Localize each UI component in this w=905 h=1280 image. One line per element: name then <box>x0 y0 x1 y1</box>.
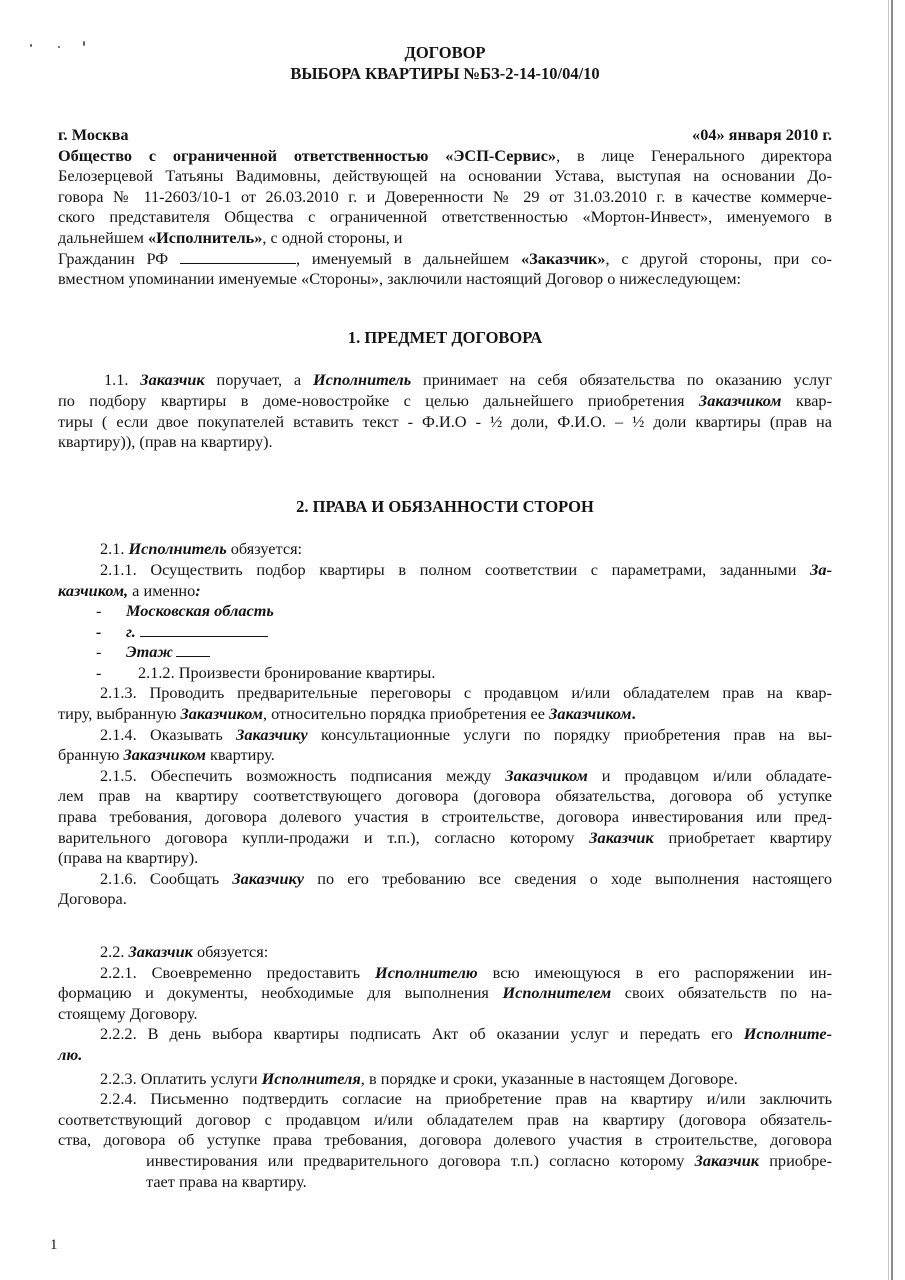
clause-text: квар- <box>781 390 832 410</box>
spacer <box>58 348 832 370</box>
clause-2-1-3-line-2 <box>58 704 832 725</box>
clause-text: : <box>195 580 201 600</box>
preamble-text: дальнейшем <box>58 227 148 247</box>
clause-2-2-4-line-1: 2.2.4. Письменно подтвердить согласие на приобретение прав на квартиру и/или заключить <box>100 1089 832 1109</box>
clause-text: . <box>631 704 636 724</box>
customer-term: Заказчик <box>140 370 205 390</box>
clause-2-2-4-line-4 <box>58 1151 832 1172</box>
executor-term: Исполнитель <box>313 370 412 390</box>
clause-text: бранную <box>58 745 124 765</box>
clause-text: консультационные услуги по порядку приобретения прав на вы- <box>307 724 832 744</box>
customer-term: Заказчику <box>232 868 305 888</box>
clause-text: 2.1.5. Обеспечить возможность подписания между <box>100 765 506 785</box>
clause-2-2-1-line-2 <box>58 983 832 1004</box>
company-name: Общество с ограниченной ответственностью «ЭСП-Сервис» <box>58 145 557 165</box>
clause-text: формацию и документы, необходимые для выполнения <box>58 983 503 1003</box>
list-item-field <box>126 622 268 643</box>
clause-text: , в порядке и сроки, указанные в настоящем Договоре. <box>360 1068 738 1088</box>
clause-text: всю имеющуюся в его распоряжении ин- <box>477 962 832 982</box>
clause-2-1-5-line-4 <box>58 828 832 849</box>
clause-1-1-line-4: квартиру)), (прав на квартиру). <box>58 432 273 452</box>
clause-2-1-3-line-1: 2.1.3. Проводить предварительные переговоры с продавцом и/или обладателем прав на квар- <box>100 683 832 703</box>
list-item-text: Этаж <box>126 642 173 662</box>
clause-text: тиру, выбранную <box>58 704 181 724</box>
customer-term: Заказчик <box>128 942 193 961</box>
customer-term: «Заказчик» <box>521 248 606 268</box>
clause-2-2-4-line-2: соответствующий договор с продавцом и/или обладателем прав на квартиру (договора обязатель- <box>58 1109 832 1129</box>
city: г. Москва <box>58 125 129 144</box>
executor-term: Исполнитель <box>128 539 227 559</box>
customer-term: Заказчику <box>236 724 308 744</box>
preamble-line-1 <box>58 146 832 167</box>
scan-edge-line-secondary <box>888 0 889 1280</box>
list-item <box>58 601 832 622</box>
preamble-text: , в лице Генерального директора <box>556 145 832 165</box>
clause-2-2-4-line-3: ства, договора об уступке права требования, договора долевого участия в строительстве, договора <box>58 1130 832 1150</box>
preamble-line-6 <box>58 249 832 270</box>
clause-text: обязуется: <box>226 539 303 559</box>
customer-term: Заказчик <box>694 1150 760 1170</box>
preamble-text: , с другой стороны, при со- <box>605 248 832 268</box>
list-item <box>58 663 832 684</box>
clause-2-1-5-line-1 <box>58 766 832 787</box>
preamble-text: , с одной стороны, и <box>262 227 403 247</box>
list-dash: - <box>96 642 102 662</box>
clause-text: 2.2.3. Оплатить услуги <box>100 1068 262 1088</box>
list-dash: - <box>96 621 102 641</box>
scan-speck <box>30 44 32 47</box>
clause-1-1-line-1 <box>58 370 832 391</box>
customer-term: Заказчиком <box>123 745 206 765</box>
clause-2-1-4-line-2 <box>58 745 832 766</box>
spacer <box>58 517 832 539</box>
list-item <box>58 642 832 663</box>
clause-text: принимает на себя обязательства по оказанию услуг <box>411 370 832 390</box>
clause-text: по подбору квартиры в доме-новостройке с целью дальнейшего приобретения <box>58 390 699 410</box>
floor-blank <box>176 642 210 657</box>
customer-term: За- <box>810 559 832 579</box>
preamble-line-4: ского представителя Общества с ограниченной ответственностью «Мортон-Инвест», именуемого в <box>58 207 832 227</box>
clause-2-1-6-line-2: Договора. <box>58 889 127 909</box>
clause-text: приобретает квартиру <box>653 827 832 847</box>
clause-text: 2.1.6. Сообщать <box>100 868 233 888</box>
clause-2-1-1-line-1 <box>58 560 832 581</box>
clause-text: инвестирования или предварительного договора т.п.) согласно которому <box>146 1150 695 1170</box>
customer-term: Заказчиком <box>698 390 782 410</box>
clause-text: 2.2.2. В день выбора квартиры подписать Акт об оказании услуг и передать его <box>100 1024 744 1044</box>
preamble-line-5 <box>58 228 832 249</box>
place-date-row <box>58 125 832 146</box>
clause-2-1-4-line-1 <box>58 725 832 746</box>
list-item-text: Московская область <box>126 601 274 621</box>
clause-text: и продавцом и/или обладате- <box>587 765 832 785</box>
clause-2-1-6-line-1 <box>58 869 832 890</box>
preamble-line-7: вместном упоминании именуемые «Стороны», заключили настоящий Договор о нижеследующем: <box>58 269 742 289</box>
spacer <box>58 910 832 942</box>
executor-term: Исполнителя <box>261 1068 361 1088</box>
clause-text: обязуется: <box>192 942 269 961</box>
customer-term: Заказчиком <box>549 704 632 724</box>
clause-1-1-line-3: тиры ( если двое покупателей вставить текст - Ф.И.О - ½ доли, Ф.И.О. – ½ доли квартиры (прав на <box>58 411 832 431</box>
clause-text: своих обязательств по на- <box>611 983 832 1003</box>
clause-text: а именно <box>128 580 196 600</box>
clause-1-1-line-2 <box>58 391 832 412</box>
clause-number: 2.1. <box>100 539 129 559</box>
section-2-title: 2. ПРАВА И ОБЯЗАННОСТИ СТОРОН <box>296 496 594 516</box>
clause-2-1-5-line-2: лем прав на квартиру соответствующего договора (договора обязательства, договора об уступке <box>58 786 832 806</box>
list-item-field <box>126 642 210 663</box>
clause-text: поручает, а <box>204 370 313 390</box>
preamble-text: Гражданин РФ <box>58 248 169 268</box>
contract-date: «04» января 2010 г. <box>692 125 832 144</box>
list-item-text: г. <box>126 621 136 641</box>
section-1-title: 1. ПРЕДМЕТ ДОГОВОРА <box>347 327 543 347</box>
clause-2-1 <box>58 539 832 560</box>
clause-2-2-2-line-1 <box>58 1024 832 1045</box>
list-dash: - <box>96 601 102 621</box>
clause-2-1-1-line-2 <box>58 581 832 602</box>
page-number: 1 <box>50 1237 58 1253</box>
citizen-name-blank <box>180 249 296 264</box>
executor-term: Исполните- <box>743 1024 832 1044</box>
clause-text: по его требованию все сведения о ходе выполнения настоящего <box>304 868 832 888</box>
clause-number: 2.2. <box>100 942 129 961</box>
customer-term: казчиком, <box>58 580 129 600</box>
preamble-line-2: Белозерцевой Татьяны Вадимовны, действующей на основании Устава, выступая на основании До- <box>58 166 832 186</box>
city-blank <box>140 622 268 637</box>
clause-2-2-4-line-5: тает права на квартиру. <box>146 1171 307 1191</box>
clause-2-2-2-line-2: лю. <box>58 1044 83 1064</box>
customer-term: Заказчик <box>589 827 654 847</box>
clause-2-2 <box>58 942 832 963</box>
customer-term: Заказчиком <box>180 704 263 724</box>
clause-text: 2.1.4. Оказывать <box>100 724 237 744</box>
clause-text: 2.2.1. Своевременно предоставить <box>100 962 376 982</box>
parameters-list <box>58 601 832 683</box>
clause-text: варительного договора купли-продажи и т.п.), согласно которому <box>58 827 590 847</box>
executor-term: Исполнителем <box>502 983 612 1003</box>
clause-text: квартиру. <box>205 745 275 765</box>
document-subtitle: ВЫБОРА КВАРТИРЫ №БЗ-2-14-10/04/10 <box>290 64 600 83</box>
clause-2-1-5-line-3: права требования, договора долевого участия в строительстве, договора инвестирования или пред- <box>58 807 832 827</box>
scan-edge-line <box>891 0 893 1280</box>
executor-term: Исполнителю <box>375 962 478 982</box>
clause-2-2-1-line-1 <box>58 963 832 984</box>
document-title: ДОГОВОР <box>404 43 486 62</box>
clause-text: приобре- <box>759 1150 832 1170</box>
document-body <box>58 42 832 1192</box>
preamble-text: , именуемый в дальнейшем <box>295 248 521 268</box>
clause-2-1-2: 2.1.2. Произвести бронирование квартиры. <box>138 662 436 682</box>
customer-term: Заказчиком <box>505 765 588 785</box>
clause-text: 2.1.1. Осуществить подбор квартиры в полном соответствии с параметрами, заданными <box>100 559 811 579</box>
executor-term: «Исполнитель» <box>148 227 263 247</box>
preamble-line-3: говора № 11-2603/10-1 от 26.03.2010 г. и Доверенности № 29 от 31.03.2010 г. в качестве коммерче- <box>58 186 832 206</box>
clause-2-1-5-line-5: (права на квартиру). <box>58 848 199 868</box>
clause-2-2-3 <box>58 1069 832 1090</box>
clause-2-2-1-line-3: стоящему Договору. <box>58 1003 198 1023</box>
list-item <box>58 622 832 643</box>
clause-number: 1.1. <box>104 370 141 390</box>
list-dash: - <box>96 662 102 682</box>
clause-text: , относительно порядка приобретения ее <box>262 704 550 724</box>
